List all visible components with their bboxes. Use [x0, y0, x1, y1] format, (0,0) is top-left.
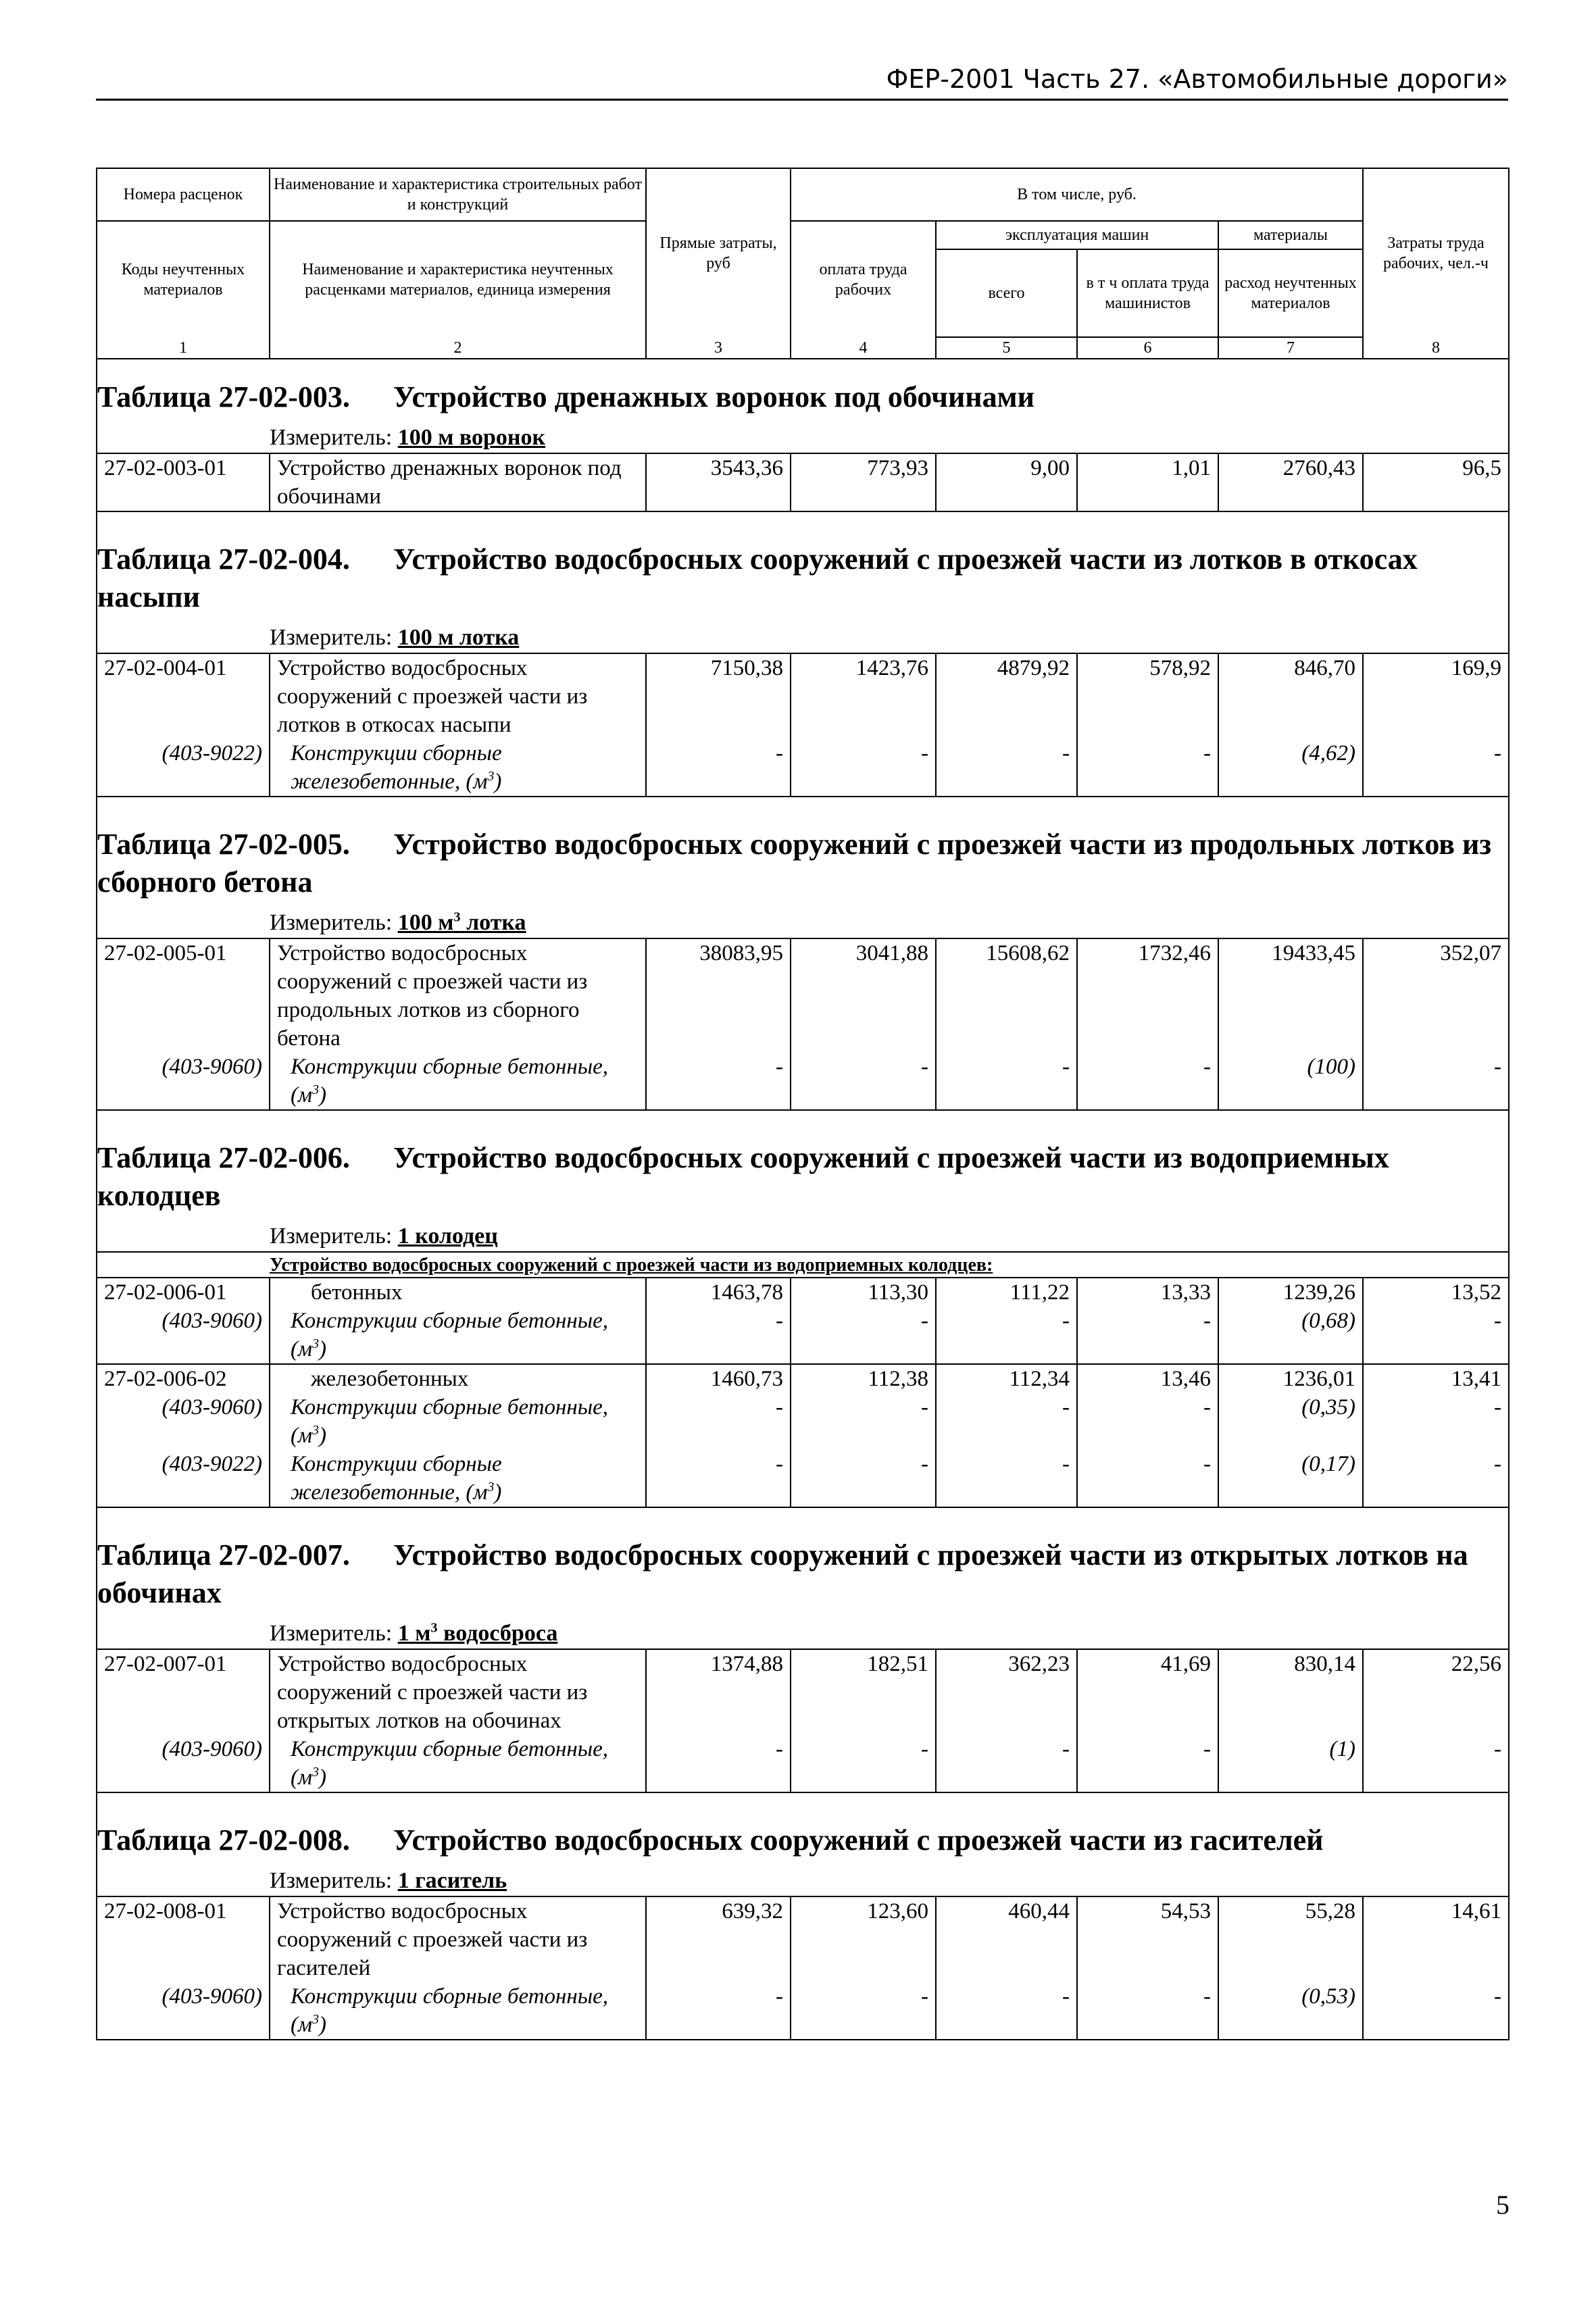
meter-line: Измеритель: 1 гаситель [270, 1863, 1509, 1896]
rate-code: 27-02-007-01 [97, 1649, 270, 1735]
group-heading: Устройство водосбросных сооружений с проезжей части из водоприемных колодцев: [270, 1252, 1509, 1278]
direct-cost: 3543,36 [646, 453, 791, 511]
labor: - [1363, 1053, 1509, 1110]
worker-pay: 113,30 [791, 1278, 936, 1307]
materials: 1236,01 [1218, 1364, 1363, 1393]
section-27-02-006 [97, 1110, 1509, 1507]
material-code: (403-9060) [97, 1735, 270, 1792]
machine-total: - [936, 739, 1077, 797]
machinist-pay: - [1077, 1053, 1218, 1110]
section-27-02-005 [97, 797, 1509, 1110]
worker-pay: 3041,88 [791, 938, 936, 1053]
column-header [97, 168, 1509, 359]
table-row [97, 1735, 1509, 1792]
header-cell-worker-pay: оплата труда рабочих [791, 221, 936, 337]
table-row [97, 1393, 1509, 1450]
machinist-pay: - [1077, 1307, 1218, 1364]
machinist-pay: 54,53 [1077, 1896, 1218, 1982]
materials: (0,53) [1218, 1982, 1363, 2040]
worker-pay: - [791, 1307, 936, 1364]
labor: - [1363, 739, 1509, 797]
machinist-pay: - [1077, 1450, 1218, 1507]
machine-total: 4879,92 [936, 653, 1077, 739]
rate-code: 27-02-008-01 [97, 1896, 270, 1982]
section-title: Таблица 27-02-006. Устройство водосбросных сооружений с проезжей части из водоприемных колодцев [97, 1110, 1509, 1219]
header-cell-material-consumption: расход неучтенных материалов [1218, 249, 1363, 337]
direct-cost: - [646, 1450, 791, 1507]
machinist-pay: - [1077, 1982, 1218, 2040]
labor: 14,61 [1363, 1896, 1509, 1982]
machinist-pay: - [1077, 1393, 1218, 1450]
direct-cost: 38083,95 [646, 938, 791, 1053]
rate-code: 27-02-005-01 [97, 938, 270, 1053]
labor: - [1363, 1450, 1509, 1507]
header-cell-machinist-pay: в т ч оплата труда машинистов [1077, 249, 1218, 337]
header-cell-material-name: Наименование и характеристика неучтенных расценками материалов, единица измерения [270, 221, 646, 337]
worker-pay: 1423,76 [791, 653, 936, 739]
material-code: (403-9022) [97, 739, 270, 797]
machine-total: 9,00 [936, 453, 1077, 511]
materials: 1239,26 [1218, 1278, 1363, 1307]
meter-line: Измеритель: 100 $м^3$ лотка [270, 905, 1509, 938]
running-header: ФЕР-2001 Часть 27. «Автомобильные дороги» [96, 59, 1508, 101]
section-27-02-003 [97, 359, 1509, 511]
labor: - [1363, 1393, 1509, 1450]
machine-total: 460,44 [936, 1896, 1077, 1982]
labor: 13,52 [1363, 1278, 1509, 1307]
page-number: 5 [1496, 2190, 1510, 2220]
worker-pay: - [791, 1393, 936, 1450]
column-index: 5 [936, 337, 1077, 359]
machine-total: - [936, 1735, 1077, 1792]
section-27-02-007 [97, 1507, 1509, 1792]
column-index: 8 [1363, 337, 1509, 359]
worker-pay: - [791, 739, 936, 797]
rate-code: 27-02-003-01 [97, 453, 270, 511]
table-row [97, 1278, 1509, 1307]
table-row [97, 1649, 1509, 1735]
header-cell-work-name: Наименование и характеристика строительных работ и конструкций [270, 168, 646, 221]
section-27-02-008 [97, 1792, 1509, 2040]
column-index: 3 [646, 337, 791, 359]
materials: (0,35) [1218, 1393, 1363, 1450]
material-code: (403-9060) [97, 1982, 270, 2040]
rate-code: 27-02-006-01 [97, 1278, 270, 1307]
rate-name: Устройство водосбросных сооружений с проезжей части из открытых лотков на обочинах [270, 1649, 646, 1735]
machine-total: - [936, 1307, 1077, 1364]
meter-line: Измеритель: 1 $м^3$ водосброса [270, 1616, 1509, 1649]
materials: 846,70 [1218, 653, 1363, 739]
material-name: Конструкции сборные бетонные, $(м^3)$ [270, 1053, 646, 1110]
machinist-pay: - [1077, 739, 1218, 797]
machine-total: - [936, 1053, 1077, 1110]
worker-pay: - [791, 1982, 936, 2040]
direct-cost: 639,32 [646, 1896, 791, 1982]
worker-pay: 123,60 [791, 1896, 936, 1982]
section-title: Таблица 27-02-003. Устройство дренажных воронок под обочинами [97, 359, 1509, 420]
machine-total: 111,22 [936, 1278, 1077, 1307]
materials: (1) [1218, 1735, 1363, 1792]
material-name: Конструкции сборные бетонные, $(м^3)$ [270, 1393, 646, 1450]
machinist-pay: 13,33 [1077, 1278, 1218, 1307]
rate-name: Устройство водосбросных сооружений с проезжей части из гасителей [270, 1896, 646, 1982]
materials: 19433,45 [1218, 938, 1363, 1053]
worker-pay: - [791, 1053, 936, 1110]
section-title: Таблица 27-02-005. Устройство водосбросных сооружений с проезжей части из продольных лотков из сборного бетона [97, 797, 1509, 905]
table-row [97, 453, 1509, 511]
table-row [97, 1364, 1509, 1393]
rate-name: железобетонных [270, 1364, 646, 1393]
machinist-pay: - [1077, 1735, 1218, 1792]
header-cell-materials: материалы [1218, 221, 1363, 249]
rate-name: бетонных [270, 1278, 646, 1307]
labor: - [1363, 1982, 1509, 2040]
rate-code: 27-02-006-02 [97, 1364, 270, 1393]
labor: - [1363, 1307, 1509, 1364]
table-row [97, 653, 1509, 739]
direct-cost: - [646, 1735, 791, 1792]
materials: (0,68) [1218, 1307, 1363, 1364]
direct-cost: - [646, 1982, 791, 2040]
worker-pay: 773,93 [791, 453, 936, 511]
column-index: 1 [97, 337, 270, 359]
table-row [97, 1307, 1509, 1364]
header-cell-machine-total: всего [936, 249, 1077, 337]
labor: 96,5 [1363, 453, 1509, 511]
table-row [97, 938, 1509, 1053]
header-cell-including: В том числе, руб. [791, 168, 1363, 221]
machine-total: 112,34 [936, 1364, 1077, 1393]
direct-cost: - [646, 1393, 791, 1450]
column-index: 4 [791, 337, 936, 359]
table-row [97, 1450, 1509, 1507]
section-title: Таблица 27-02-008. Устройство водосбросных сооружений с проезжей части из гасителей [97, 1792, 1509, 1863]
machinist-pay: 578,92 [1077, 653, 1218, 739]
rate-name: Устройство водосбросных сооружений с проезжей части из лотков в откосах насыпи [270, 653, 646, 739]
column-index: 2 [270, 337, 646, 359]
header-cell-rate-number: Номера расценок [97, 168, 270, 221]
table-row [97, 1053, 1509, 1110]
header-cell-machine-operation: эксплуатация машин [936, 221, 1218, 249]
labor: 22,56 [1363, 1649, 1509, 1735]
header-cell-labor-costs: Затраты труда рабочих, чел.-ч [1363, 168, 1509, 337]
materials: 55,28 [1218, 1896, 1363, 1982]
worker-pay: 182,51 [791, 1649, 936, 1735]
rate-code: 27-02-004-01 [97, 653, 270, 739]
material-name: Конструкции сборные железобетонные, $(м^3)$ [270, 739, 646, 797]
machinist-pay: 1732,46 [1077, 938, 1218, 1053]
machine-total: - [936, 1982, 1077, 2040]
table-row [97, 1982, 1509, 2040]
column-index: 7 [1218, 337, 1363, 359]
materials: (0,17) [1218, 1450, 1363, 1507]
machinist-pay: 13,46 [1077, 1364, 1218, 1393]
direct-cost: - [646, 1307, 791, 1364]
material-name: Конструкции сборные железобетонные, $(м^3)$ [270, 1450, 646, 1507]
material-code: (403-9022) [97, 1450, 270, 1507]
direct-cost: 1463,78 [646, 1278, 791, 1307]
material-name: Конструкции сборные бетонные, $(м^3)$ [270, 1982, 646, 2040]
materials: (100) [1218, 1053, 1363, 1110]
materials: 2760,43 [1218, 453, 1363, 511]
machinist-pay: 41,69 [1077, 1649, 1218, 1735]
rate-name: Устройство водосбросных сооружений с проезжей части из продольных лотков из сборного бетона [270, 938, 646, 1053]
material-name: Конструкции сборные бетонные, $(м^3)$ [270, 1307, 646, 1364]
worker-pay: - [791, 1450, 936, 1507]
table-row [97, 739, 1509, 797]
meter-line: Измеритель: 100 м лотка [270, 620, 1509, 653]
direct-cost: 1460,73 [646, 1364, 791, 1393]
meter-line: Измеритель: 1 колодец [270, 1219, 1509, 1252]
section-title: Таблица 27-02-004. Устройство водосбросных сооружений с проезжей части из лотков в откосах насыпи [97, 511, 1509, 620]
material-name: Конструкции сборные бетонные, $(м^3)$ [270, 1735, 646, 1792]
labor: 352,07 [1363, 938, 1509, 1053]
rate-name: Устройство дренажных воронок под обочинами [270, 453, 646, 511]
materials: (4,62) [1218, 739, 1363, 797]
column-index: 6 [1077, 337, 1218, 359]
labor: 169,9 [1363, 653, 1509, 739]
meter-line: Измеритель: 100 м воронок [270, 420, 1509, 453]
material-code: (403-9060) [97, 1307, 270, 1364]
material-code: (403-9060) [97, 1053, 270, 1110]
direct-cost: 7150,38 [646, 653, 791, 739]
direct-cost: 1374,88 [646, 1649, 791, 1735]
machine-total: - [936, 1393, 1077, 1450]
machinist-pay: 1,01 [1077, 453, 1218, 511]
section-title: Таблица 27-02-007. Устройство водосбросных сооружений с проезжей части из открытых лотков на обочинах [97, 1507, 1509, 1616]
worker-pay: 112,38 [791, 1364, 936, 1393]
table-row [97, 1896, 1509, 1982]
direct-cost: - [646, 1053, 791, 1110]
section-27-02-004 [97, 511, 1509, 797]
header-cell-material-codes: Коды неучтенных материалов [97, 221, 270, 337]
direct-cost: - [646, 739, 791, 797]
header-cell-direct-costs: Прямые затраты, руб [646, 168, 791, 337]
machine-total: 362,23 [936, 1649, 1077, 1735]
materials: 830,14 [1218, 1649, 1363, 1735]
rates-table [96, 168, 1510, 2040]
labor: 13,41 [1363, 1364, 1509, 1393]
machine-total: - [936, 1450, 1077, 1507]
machine-total: 15608,62 [936, 938, 1077, 1053]
material-code: (403-9060) [97, 1393, 270, 1450]
labor: - [1363, 1735, 1509, 1792]
worker-pay: - [791, 1735, 936, 1792]
